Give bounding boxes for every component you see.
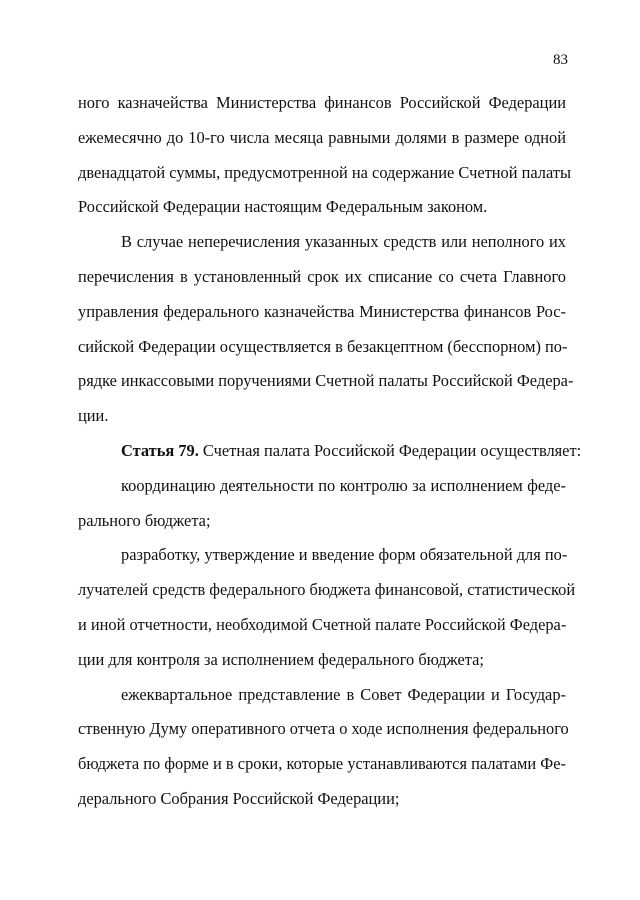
text-line: перечисления в установленный срок их списание со счета Главного [78,266,566,286]
text-line: В случае неперечисления указанных средств или неполного их [121,232,566,252]
text-line: двенадцатой суммы, предусмотренной на содержание Счетной палаты [78,162,571,182]
text-line: лучателей средств федерального бюджета финансовой, статистической [78,580,576,600]
text-line: разработку, утверждение и введение форм обязательной для по- [121,545,568,565]
text-line: ежемесячно до 10-го числа месяца равными долями в размере одной [78,127,566,147]
text-line: координацию деятельности по контролю за исполнением феде- [121,475,566,495]
text-line: ции для контроля за исполнением федерального бюджета; [78,649,484,669]
text-line: ного казначейства Министерства финансов Российской Федерации [78,93,566,112]
text-line: рального бюджета; [78,510,211,530]
article-line [78,434,582,469]
text-line: Российской Федерации настоящим Федеральным законом. [78,197,488,217]
text-line: ственную Думу оперативного отчета о ходе исполнения федерального [78,719,569,739]
text-line: и иной отчетности, необходимой Счетной палате Российской Федера- [78,614,567,634]
text-line: ции. [78,406,109,426]
text-line: управления федерального казначейства Министерства финансов Рос- [78,301,566,321]
body-text [78,86,582,817]
text-line: рядке инкассовыми поручениями Счетной палаты Российской Федера- [78,371,574,391]
article-text: Счетная палата Российской Федерации осуществляет: [198,440,582,460]
page-number: 83 [553,52,568,68]
article-heading: Статья 79. [121,440,199,460]
text-line: дерального Собрания Российской Федерации; [78,788,400,808]
text-line: ежеквартальное представление в Совет Федерации и Государ- [121,684,566,704]
text-line: сийской Федерации осуществляется в безакцептном (бесспорном) по- [78,336,568,356]
text-line: бюджета по форме и в сроки, которые устанавливаются палатами Фе- [78,754,566,774]
